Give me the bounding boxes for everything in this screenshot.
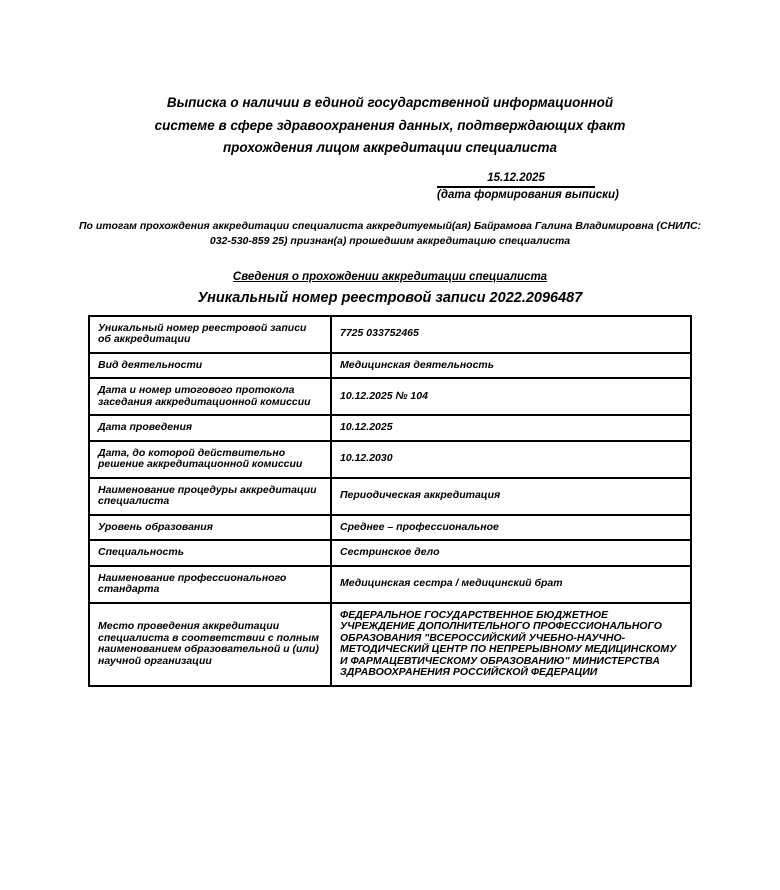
table-row [89,478,691,515]
row-label: Дата проведения [89,415,331,441]
row-label: Наименование процедуры аккредитации специалиста [89,478,331,515]
row-label: Уровень образования [89,515,331,541]
document-title-line: системе в сфере здравоохранения данных, подтверждающих факт [154,117,626,133]
table-row [89,515,691,541]
document-title [0,0,780,160]
row-value: 10.12.2030 [331,441,691,478]
row-value: ФЕДЕРАЛЬНОЕ ГОСУДАРСТВЕННОЕ БЮДЖЕТНОЕ УЧРЕЖДЕНИЕ ДОПОЛНИТЕЛЬНОГО ПРОФЕССИОНАЛЬНОГО ОБРАЗОВАНИЯ "ВСЕРОССИЙСКИЙ УЧЕБНО-НАУЧНО-МЕТОДИЧЕСКИЙ ЦЕНТР ПО НЕПРЕРЫВНОМУ МЕДИЦИНСКОМУ И ФАРМАЦЕВТИЧЕСКОМУ ОБРАЗОВАНИЮ" МИНИСТЕРСТВА ЗДРАВООХРАНЕНИЯ РОССИЙСКОЙ ФЕДЕРАЦИИ [331,603,691,686]
intro-paragraph-line: По итогам прохождения аккредитации специалиста аккредитуемый(ая) Байрамова Галина Владимировна (СНИЛС: [78,219,702,232]
table-row [89,566,691,603]
section-heading: Сведения о прохождении аккредитации специалиста [232,270,548,283]
intro-paragraph-line: 032-530-859 25) признан(а) прошедшим аккредитацию специалиста [209,235,571,247]
row-value: Медицинская сестра / медицинский брат [331,566,691,603]
row-value: Периодическая аккредитация [331,478,691,515]
row-value: 10.12.2025 [331,415,691,441]
row-label: Вид деятельности [89,353,331,379]
row-label: Место проведения аккредитации специалиста в соответствии с полным наименованием образовательной и (или) научной организации [89,603,331,686]
document-title-line: прохождения лицом аккредитации специалиста [222,140,558,155]
row-value: Сестринское дело [331,540,691,566]
issue-date-caption: (дата формирования выписки) [437,188,619,201]
row-value: Среднее – профессиональное [331,515,691,541]
issue-date-value: 15.12.2025 [437,172,595,188]
row-label: Наименование профессионального стандарта [89,566,331,603]
table-row [89,316,691,353]
table-row [89,540,691,566]
table-row [89,441,691,478]
registry-number-heading: Уникальный номер реестровой записи 2022.2096487 [197,289,583,306]
table-row [89,603,691,686]
intro-paragraph [0,219,780,250]
table-row [89,353,691,379]
row-value: 10.12.2025 № 104 [331,378,691,415]
accreditation-table [88,315,692,687]
row-label: Дата и номер итогового протокола заседания аккредитационной комиссии [89,378,331,415]
issue-date-block [437,171,619,201]
row-value: 7725 033752465 [331,316,691,353]
table-row [89,378,691,415]
row-label: Уникальный номер реестровой записи об аккредитации [89,316,331,353]
row-value: Медицинская деятельность [331,353,691,379]
row-label: Дата, до которой действительно решение аккредитационной комиссии [89,441,331,478]
row-label: Специальность [89,540,331,566]
document-title-line: Выписка о наличии в единой государственной информационной [166,95,614,110]
table-row [89,415,691,441]
